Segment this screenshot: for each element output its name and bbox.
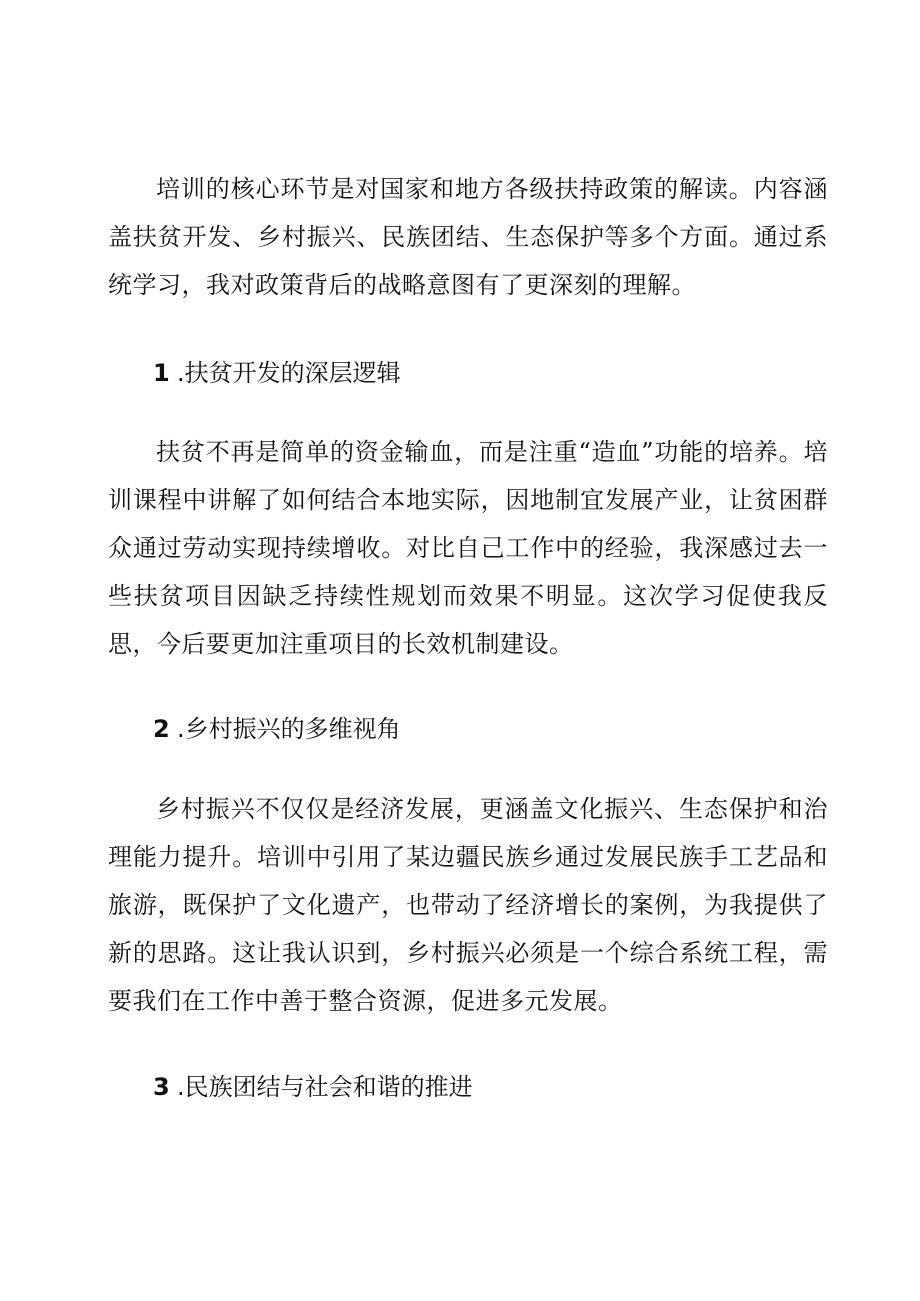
intro-paragraph: 培训的核心环节是对国家和地方各级扶持政策的解读。内容涵盖扶贫开发、乡村振兴、民族团结、生态保护等多个方面。通过系统学习，我对政策背后的战略意图有了更深刻的理解。	[108, 175, 828, 299]
section-title: .民族团结与社会和谐的推进	[177, 1073, 473, 1101]
section-title: .扶贫开发的深层逻辑	[177, 359, 401, 387]
section-heading-3	[153, 1071, 473, 1103]
section-number: 2	[153, 715, 170, 743]
section-heading-2	[153, 713, 401, 745]
section-number: 3	[153, 1073, 170, 1101]
section-1-paragraph: 扶贫不再是简单的资金输血，而是注重“造血”功能的培养。培训课程中讲解了如何结合本地实际，因地制宜发展产业，让贫困群众通过劳动实现持续增收。对比自己工作中的经验，我深感过去一些扶贫项目因缺乏持续性规划而效果不明显。这次学习促使我反思，今后要更加注重项目的长效机制建设。	[108, 438, 828, 658]
section-heading-1	[153, 357, 401, 389]
section-2-paragraph: 乡村振兴不仅仅是经济发展，更涵盖文化振兴、生态保护和治理能力提升。培训中引用了某边疆民族乡通过发展民族手工艺品和旅游，既保护了文化遗产，也带动了经济增长的案例，为我提供了新的思路。这让我认识到，乡村振兴必须是一个综合系统工程，需要我们在工作中善于整合资源，促进多元发展。	[108, 795, 828, 1015]
section-number: 1	[153, 359, 170, 387]
section-title: .乡村振兴的多维视角	[177, 715, 401, 743]
